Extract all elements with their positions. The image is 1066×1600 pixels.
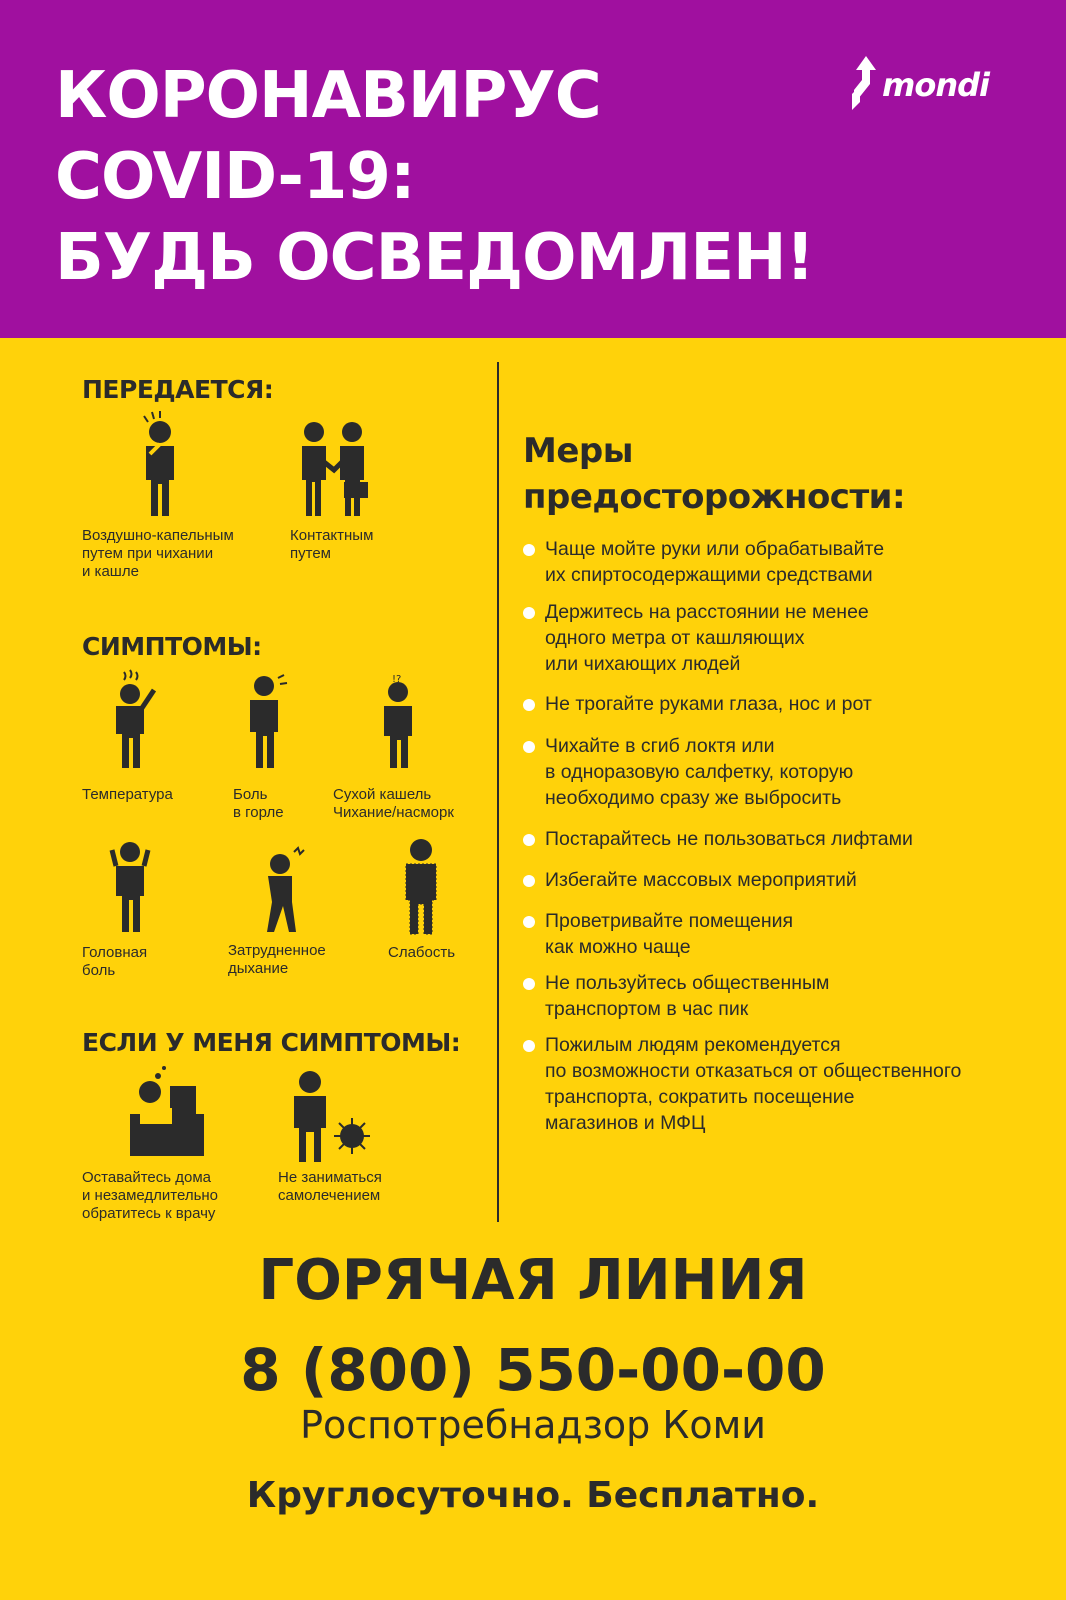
bullet-dot-icon (523, 607, 535, 619)
symptom-caption: Сухой кашель Чихание/насморк (333, 786, 454, 821)
measure-item: Проветривайте помещения как можно чаще (523, 908, 1043, 960)
bullet-dot-icon (523, 834, 535, 846)
bullet-dot-icon (523, 1040, 535, 1052)
logo-text: mondi (882, 66, 989, 104)
headache-icon (104, 836, 158, 936)
stay-home-icon (124, 1064, 208, 1160)
weakness-icon (398, 838, 444, 936)
dry-cough-icon (376, 674, 426, 772)
mondi-logo-icon (846, 54, 886, 118)
measure-item: Постарайтесь не пользоваться лифтами (523, 826, 1043, 852)
bullet-dot-icon (523, 544, 535, 556)
bullet-dot-icon (523, 741, 535, 753)
hotline-title: ГОРЯЧАЯ ЛИНИЯ (258, 1248, 808, 1313)
column-divider (497, 362, 499, 1222)
handshake-icon (296, 420, 376, 520)
measure-item: Не трогайте руками глаза, нос и рот (523, 691, 1043, 717)
measure-item: Пожилым людям рекомендуется по возможности отказаться от общественного транспорта, сократить посещение магазинов и МФЦ (523, 1032, 1043, 1136)
symptom-caption: Слабость (388, 944, 456, 961)
no-self-treatment-icon (286, 1070, 376, 1164)
hotline-org: Роспотребнадзор Коми (300, 1403, 766, 1447)
measures-heading: Меры предосторожности: (523, 431, 906, 517)
breathing-difficulty-icon (250, 846, 310, 936)
transmission-caption: Воздушно-капельным путем при чихании и кашле (82, 527, 234, 580)
bullet-dot-icon (523, 875, 535, 887)
measure-item: Держитесь на расстоянии не менее одного метра от кашляющих или чихающих людей (523, 599, 1043, 677)
transmission-caption: Контактным путем (290, 527, 374, 562)
header-banner (0, 0, 1066, 338)
coughing-person-icon (130, 410, 190, 520)
bullet-dot-icon (523, 916, 535, 928)
title-line: КОРОНАВИРУС (55, 59, 601, 133)
measure-item: Чаще мойте руки или обрабатывайте их спиртосодержащими средствами (523, 536, 1043, 588)
bullet-dot-icon (523, 699, 535, 711)
svg-text:!?: !? (392, 674, 402, 685)
sore-throat-icon (240, 674, 290, 772)
symptom-caption: Температура (82, 786, 173, 803)
bullet-dot-icon (523, 978, 535, 990)
symptom-caption: Боль в горле (233, 786, 284, 821)
page-title (55, 56, 814, 299)
symptom-caption: Головная боль (82, 944, 148, 979)
transmission-heading: ПЕРЕДАЕТСЯ: (82, 375, 274, 404)
symptom-caption: Затрудненное дыхание (228, 942, 326, 977)
symptoms-heading: СИМПТОМЫ: (82, 632, 262, 661)
measure-item: Не пользуйтесь общественным транспортом в час пик (523, 970, 1043, 1022)
measure-item: Избегайте массовых мероприятий (523, 867, 1043, 893)
title-line: БУДЬ ОСВЕДОМЛЕН! (55, 221, 814, 295)
if-symptoms-caption: Оставайтесь дома и незамедлительно обратитесь к врачу (82, 1169, 219, 1222)
if-symptoms-caption: Не заниматься самолечением (278, 1169, 382, 1204)
hotline-note: Круглосуточно. Бесплатно. (246, 1475, 820, 1516)
mondi-logo (846, 54, 1006, 118)
title-line: COVID-19: (55, 140, 415, 214)
hotline-phone: 8 (800) 550-00-00 (240, 1336, 826, 1404)
fever-icon (104, 668, 164, 772)
if-symptoms-heading: ЕСЛИ У МЕНЯ СИМПТОМЫ: (82, 1028, 461, 1057)
measure-item: Чихайте в сгиб локтя или в одноразовую салфетку, которую необходимо сразу же выбросить (523, 733, 1043, 811)
